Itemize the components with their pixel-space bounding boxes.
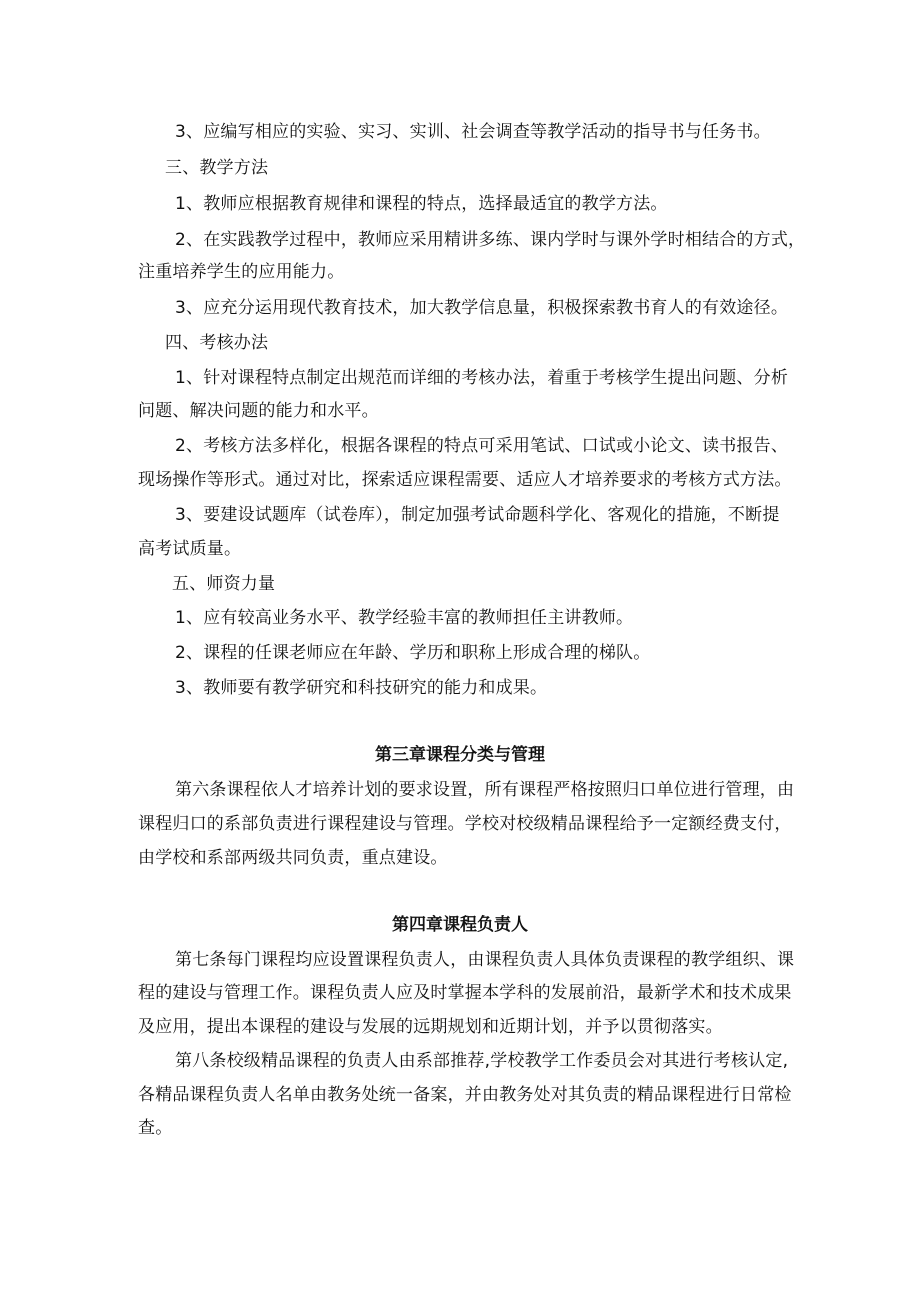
section-three-item-1: 1、教师应根据教育规律和课程的特点，选择最适宜的教学方法。 [175,194,668,214]
section-four-item-3-line-1: 3、要建设试题库（试卷库），制定加强考试命题科学化、客观化的措施，不断提 [175,505,780,525]
section-three-item-3: 3、应充分运用现代教育技术，加大教学信息量，积极探索教书育人的有效途径。 [175,298,789,318]
chapter-four-title: 第四章课程负责人 [392,915,528,935]
article-8-line-3: 查。 [138,1118,173,1138]
article-7-line-3: 及应用，提出本课程的建设与发展的远期规划和近期计划，并予以贯彻落实。 [138,1017,723,1037]
section-four-item-3-line-2: 高考试质量。 [138,539,242,559]
section-four-item-1-line-1: 1、针对课程特点制定出规范而详细的考核办法，着重于考核学生提出问题、分析 [175,368,789,388]
section-five-item-2: 2、课程的任课老师应在年龄、学历和职称上形成合理的梯队。 [175,643,651,663]
section-three-item-2-line-1: 2、在实践教学过程中，教师应采用精讲多练、课内学时与课外学时相结合的方式， [175,230,806,250]
section-five-heading: 五、师资力量 [172,574,276,594]
article-6-line-3: 由学校和系部两级共同负责，重点建设。 [138,848,448,868]
section-five-item-3: 3、教师要有教学研究和科技研究的能力和成果。 [175,678,548,698]
section-four-heading: 四、考核办法 [165,333,269,353]
section-three-heading: 三、教学方法 [165,158,269,178]
article-6-line-1: 第六条课程依人才培养计划的要求设置，所有课程严格按照归口单位进行管理，由 [175,780,795,800]
article-6-line-2: 课程归口的系部负责进行课程建设与管理。学校对校级精品课程给予一定额经费支付， [138,814,792,834]
article-7-line-1: 第七条每门课程均应设置课程负责人，由课程负责人具体负责课程的教学组织、课 [175,950,795,970]
chapter-three-title: 第三章课程分类与管理 [375,745,545,765]
section-three-item-2-line-2: 注重培养学生的应用能力。 [138,262,345,282]
section-two-item-3: 3、应编写相应的实验、实习、实训、社会调查等教学活动的指导书与任务书。 [175,122,771,142]
article-8-line-2: 各精品课程负责人名单由教务处统一备案，并由教务处对其负责的精品课程进行日常检 [138,1085,792,1105]
section-five-item-1: 1、应有较高业务水平、教学经验丰富的教师担任主讲教师。 [175,608,634,628]
section-four-item-2-line-1: 2、考核方法多样化，根据各课程的特点可采用笔试、口试或小论文、读书报告、 [175,436,789,456]
section-four-item-1-line-2: 问题、解决问题的能力和水平。 [138,401,379,421]
article-7-line-2: 程的建设与管理工作。课程负责人应及时掌握本学科的发展前沿，最新学术和技术成果 [138,983,792,1003]
section-four-item-2-line-2: 现场操作等形式。通过对比，探索适应课程需要、适应人才培养要求的考核方式方法。 [138,470,792,490]
article-8-line-1: 第八条校级精品课程的负责人由系部推荐,学校教学工作委员会对其进行考核认定, [175,1051,789,1071]
